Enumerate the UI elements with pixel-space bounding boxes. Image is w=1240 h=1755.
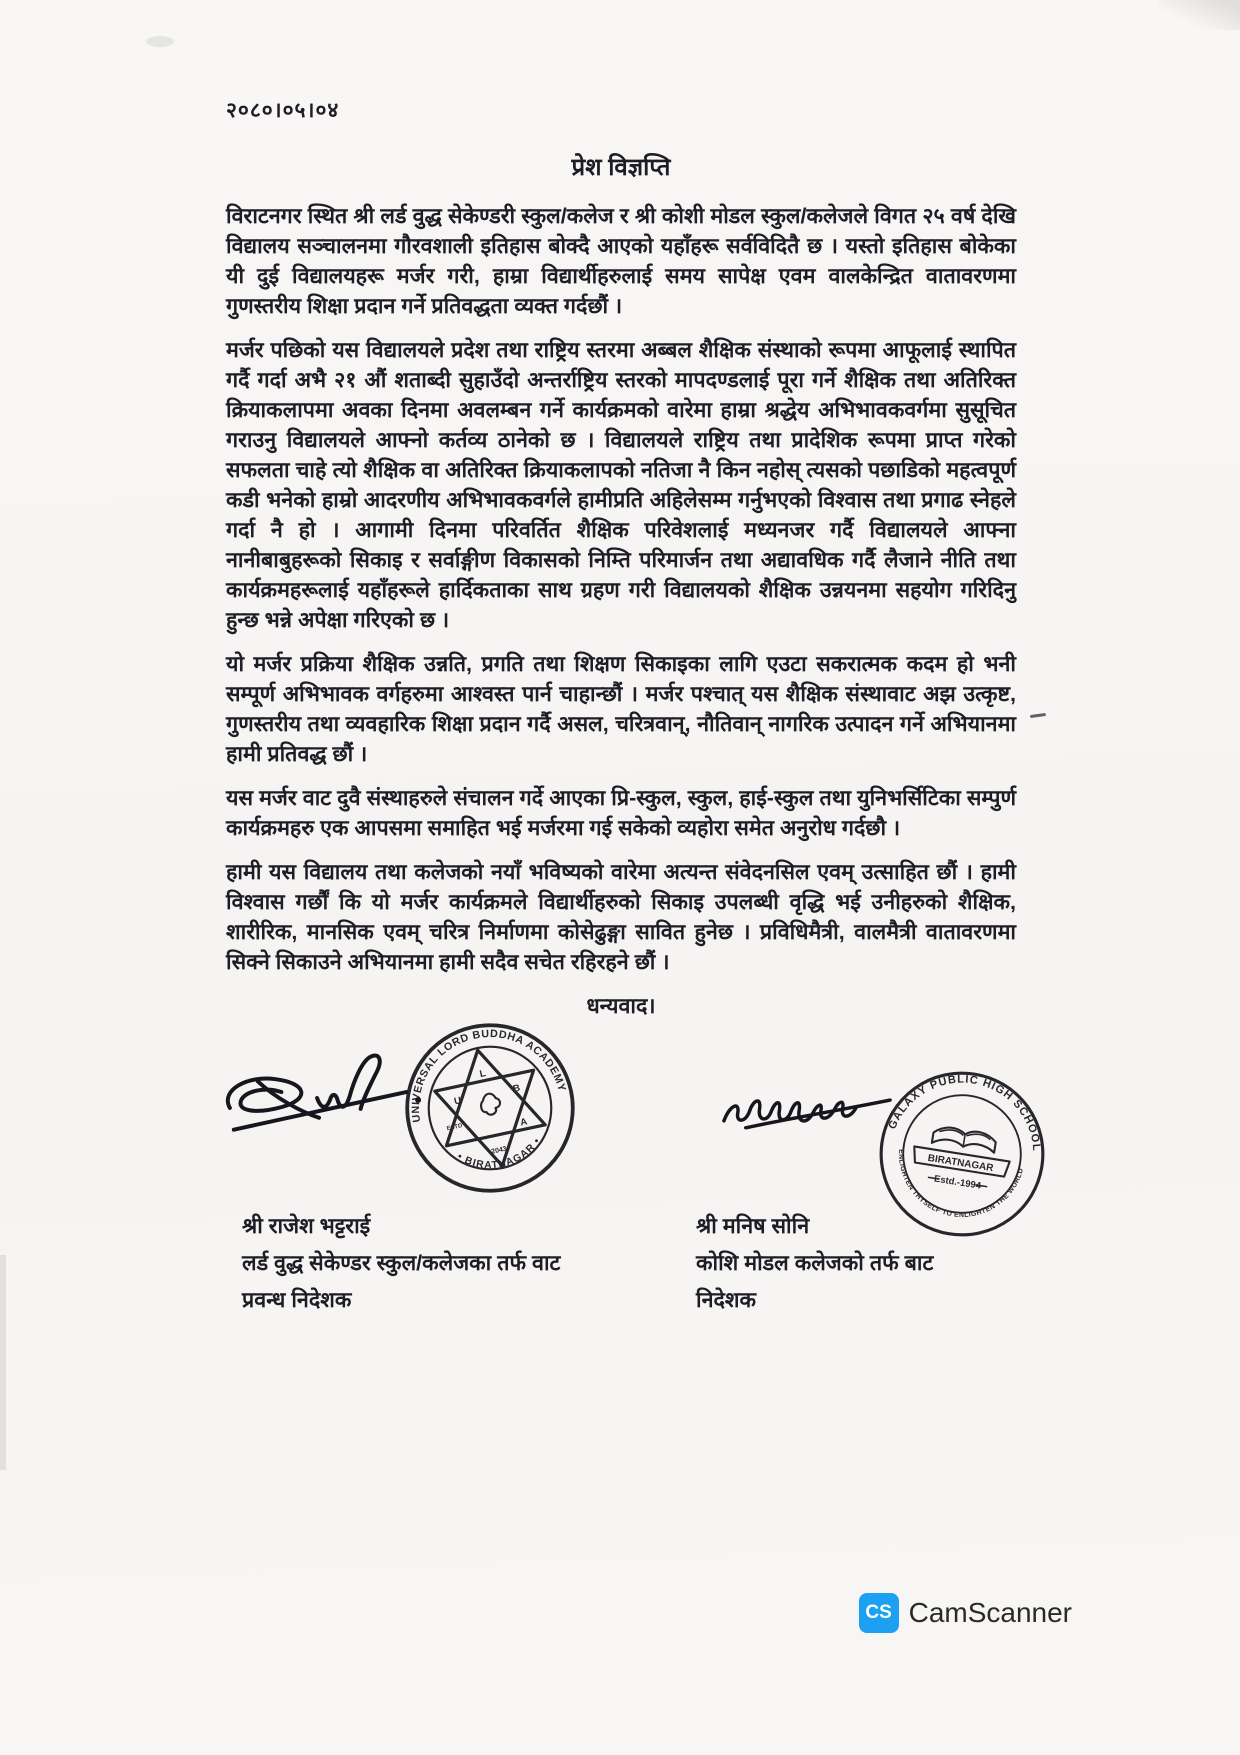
left-signatory-block — [242, 1208, 560, 1319]
right-signatory-role: निदेशक — [696, 1288, 757, 1312]
scan-edge-artifact — [0, 1255, 6, 1470]
right-signatory-block — [696, 1208, 933, 1319]
paragraph-2: मर्जर पछिको यस विद्यालयले प्रदेश तथा राष्ट्रिय स्तरमा अब्बल शैक्षिक संस्थाको रूपमा आफूलाई स्थापित गर्दै गर्दा अभै २१ औं शताब्दी सुहाउँदो अन्तर्राष्ट्रिय स्तरको मापदण्डलाई पूरा गर्ने शैक्षिक तथा अतिरिक्त क्रियाकलापमा अवका दिनमा अवलम्बन गर्ने कार्यक्रमको वारेमा हाम्रा श्रद्धेय अभिभावकवर्गमा सुसूचित गराउनु विद्यालयले आफ्नो कर्तव्य ठानेको छ । विद्यालयले राष्ट्रिय तथा प्रादेशिक रूपमा प्राप्त गरेको सफलता चाहे त्यो शैक्षिक वा अतिरिक्त क्रियाकलापको नतिजा नै किन नहोस् त्यसको पछाडिको महत्वपूर्ण कडी भनेको हाम्रो आदरणीय अभिभावकवर्गले हामीप्रति अहिलेसम्म गर्नुभएको विश्वास तथा प्रगाढ स्नेहले गर्दा नै हो । आगामी दिनमा परिवर्तित शैक्षिक परिवेशलाई मध्यनजर गर्दै विद्यालयले आफ्ना नानीबाबुहरूको सिकाइ र सर्वाङ्गीण विकासको निम्ति परिमार्जन तथा अद्यावधिक गर्दै लैजाने नीति तथा कार्यक्रमहरूलाई यहाँहरूले हार्दिकताका साथ ग्रहण गरी विद्यालयको शैक्षिक उन्नयनमा सहयोग गरिदिनु हुन्छ भन्ने अपेक्षा गरिएको छ । — [226, 338, 1016, 632]
right-signatory-org: कोशि मोडल कलेजको तर्फ बाट — [696, 1251, 934, 1275]
stamp-banner-text: BIRATNAGAR — [926, 1152, 995, 1175]
stamp-letter: L — [478, 1068, 487, 1081]
camscanner-logo-icon: CS — [859, 1593, 899, 1633]
stamp-ring-text: UNIVERSAL LORD BUDDHA ACADEMY — [409, 1027, 568, 1124]
stamp-estd-text: Estd.-1994 — [933, 1173, 982, 1192]
right-signatory-name: श्री मनिष सोनि — [696, 1214, 810, 1238]
paragraph-3: यो मर्जर प्रक्रिया शैक्षिक उन्नति, प्रगति तथा शिक्षण सिकाइका लागि एउटा सकरात्मक कदम हो भनी सम्पूर्ण अभिभावक वर्गहरुमा आश्वस्त पार्न चाहान्छौं । मर्जर पश्चात् यस शैक्षिक संस्थावाट अझ उत्कृष्ट, गुणस्तरीय तथा व्यवहारिक शिक्षा प्रदान गर्दै असल, चरित्रवान्, नौतिवान् नागरिक उत्पादन गर्ने अभियानमा हामी प्रतिवद्ध छौं । — [226, 652, 1016, 766]
paragraph-5: हामी यस विद्यालय तथा कलेजको नयाँ भविष्यको वारेमा अत्यन्त संवेदनसिल एवम् उत्साहित छौं । हामी विश्वास गर्छौं कि यो मर्जर कार्यक्रमले विद्यार्थीहरुको सिकाइ उपलब्धी वृद्धि भई उनीहरुको शैक्षिक, शारीरिक, मानसिक एवम् चरित्र निर्माणमा कोसेढुङ्गा सावित हुनेछ । प्रविधिमैत्री, वालमैत्री वातावरणमा सिक्ने सिकाउने अभियानमा हामी सदैव सचेत रहिरहने छौं । — [226, 860, 1016, 974]
stamp-letter: U — [453, 1095, 463, 1108]
left-signatory-org: लर्ड वुद्ध सेकेण्डर स्कुल/कलेजका तर्फ वाट — [242, 1251, 561, 1275]
svg-text:GALAXY PUBLIC HIGH SCHOOL — [886, 1062, 1053, 1154]
camscanner-brand-text: CamScanner — [908, 1597, 1072, 1628]
signature-section — [226, 1027, 1043, 1380]
stamp-ring-text: ENLIGHTEN THYSELF TO ENLIGHTEN THE WORLD — [896, 1149, 1026, 1220]
camscanner-watermark — [859, 1593, 1072, 1633]
manish-signature-icon — [718, 1082, 896, 1134]
scan-smudge-artifact — [146, 36, 174, 47]
document-title: प्रेश विज्ञप्ति — [571, 154, 671, 181]
stamp-ring-text: GALAXY PUBLIC HIGH SCHOOL — [886, 1073, 1043, 1153]
document-date: २०८०।०५।०४ — [226, 99, 340, 122]
left-signatory-name: श्री राजेश भट्टराई — [242, 1214, 371, 1238]
ulba-stamp-icon — [388, 1006, 592, 1210]
stamp-year-text: 2043 — [490, 1145, 508, 1156]
left-signatory-role: प्रवन्ध निदेशक — [242, 1288, 352, 1312]
closing-thanks: धन्यवाद। — [586, 994, 656, 1018]
stamp-estd-text: ESTD — [446, 1123, 463, 1133]
stamp-ring-text: • BIRATNAGAR • — [455, 1135, 544, 1172]
stamp-letter: B — [512, 1082, 522, 1095]
paragraph-4: यस मर्जर वाट दुवै संस्थाहरुले संचालन गर्दे आएका प्रि-स्कुल, स्कुल, हाई-स्कुल तथा युनिभर्सिटिका सम्पुर्ण कार्यक्रमहरु एक आपसमा समाहित भई मर्जरमा गई सकेको व्यहोरा समेत अनुरोध गर्दछौ । — [226, 786, 1016, 840]
scan-edge-artifact — [1158, 0, 1240, 30]
paragraph-1: विराटनगर स्थित श्री लर्ड वुद्ध सेकेण्डरी स्कुल/कलेज र श्री कोशी मोडल स्कुल/कलेजले विगत २५ वर्ष देखि विद्यालय सञ्चालनमा गौरवशाली इतिहास बोक्दै आएको यहाँहरू सर्वविदितै छ । यस्तो इतिहास बोकेका यी दुई विद्यालयहरू मर्जर गरी, हाम्रा विद्यार्थीहरुलाई समय सापेक्ष एवम वालकेन्द्रित वातावरणमा गुणस्तरीय शिक्षा प्रदान गर्ने प्रतिवद्धता व्यक्त गर्दछौं । — [226, 204, 1016, 318]
stamp-letter: A — [519, 1116, 529, 1129]
